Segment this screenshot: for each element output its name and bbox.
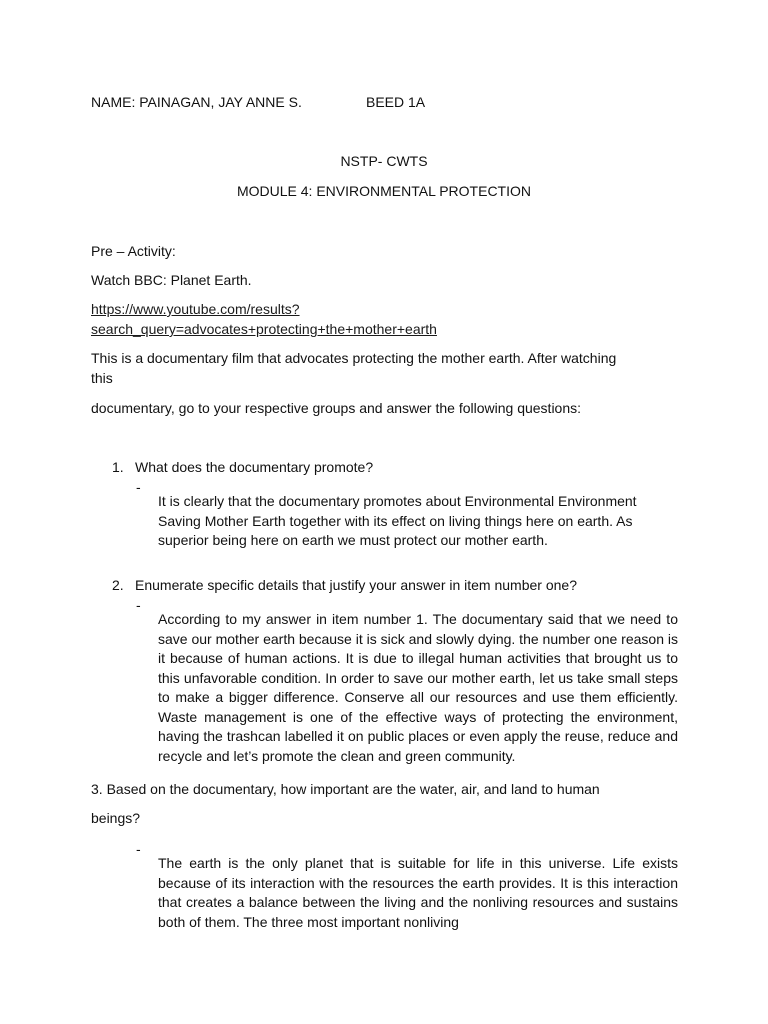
question-text-line-1: 3. Based on the documentary, how important are the water, air, and land to human bbox=[91, 781, 600, 797]
answer-dash: - bbox=[136, 841, 141, 857]
question-text-line-2: beings? bbox=[91, 810, 141, 826]
question-number: 2. bbox=[112, 577, 124, 593]
question-text: What does the documentary promote? bbox=[135, 459, 374, 475]
intro-line-3: documentary, go to your respective groups and answer the following questions: bbox=[91, 400, 582, 416]
answer-text: According to my answer in item number 1. The documentary said that we need to save our mother earth because it is sick and slowly dying. the number one reason is it because of human actions. It is due to illegal human activities that brought us to this unfavorable condition. In order to save our mother earth, let us take small steps to make a bigger difference. Conserve all our resources and use them efficiently. Waste management is one of the effective ways of protecting the environment, having the trashcan labelled it on public places or even apply the reuse, reduce and recycle and let’s promote the clean and green community. bbox=[158, 611, 678, 764]
youtube-link-line-2[interactable]: search_query=advocates+protecting+the+mother+earth bbox=[91, 321, 437, 337]
course-title: NSTP- CWTS bbox=[340, 153, 428, 169]
intro-line-1: This is a documentary film that advocates protecting the mother earth. After watching bbox=[91, 350, 617, 366]
answer-text: The earth is the only planet that is suitable for life in this universe. Life exists because of its interaction with the resources the earth provides. It is this interaction that creates a balance between the living and the nonliving resources and sustains both of them. The three most important nonliving bbox=[158, 855, 678, 930]
student-name: NAME: PAINAGAN, JAY ANNE S. bbox=[91, 94, 302, 110]
youtube-link-line-1[interactable]: https://www.youtube.com/results? bbox=[91, 301, 300, 317]
pre-activity-heading: Pre – Activity: bbox=[91, 243, 176, 259]
module-title: MODULE 4: ENVIRONMENTAL PROTECTION bbox=[236, 183, 532, 199]
answer-dash: - bbox=[136, 597, 141, 613]
watch-instruction: Watch BBC: Planet Earth. bbox=[91, 272, 252, 288]
question-text: Enumerate specific details that justify your answer in item number one? bbox=[135, 577, 577, 593]
answer-text: It is clearly that the documentary promotes about Environmental Environment Saving Mother Earth together with its effect on living things here on earth. As superior being here on earth we must protect our mother earth. bbox=[158, 493, 637, 548]
student-section: BEED 1A bbox=[366, 94, 426, 110]
intro-line-2: this bbox=[91, 370, 113, 386]
question-number: 1. bbox=[112, 459, 124, 475]
answer-dash: - bbox=[136, 479, 141, 495]
